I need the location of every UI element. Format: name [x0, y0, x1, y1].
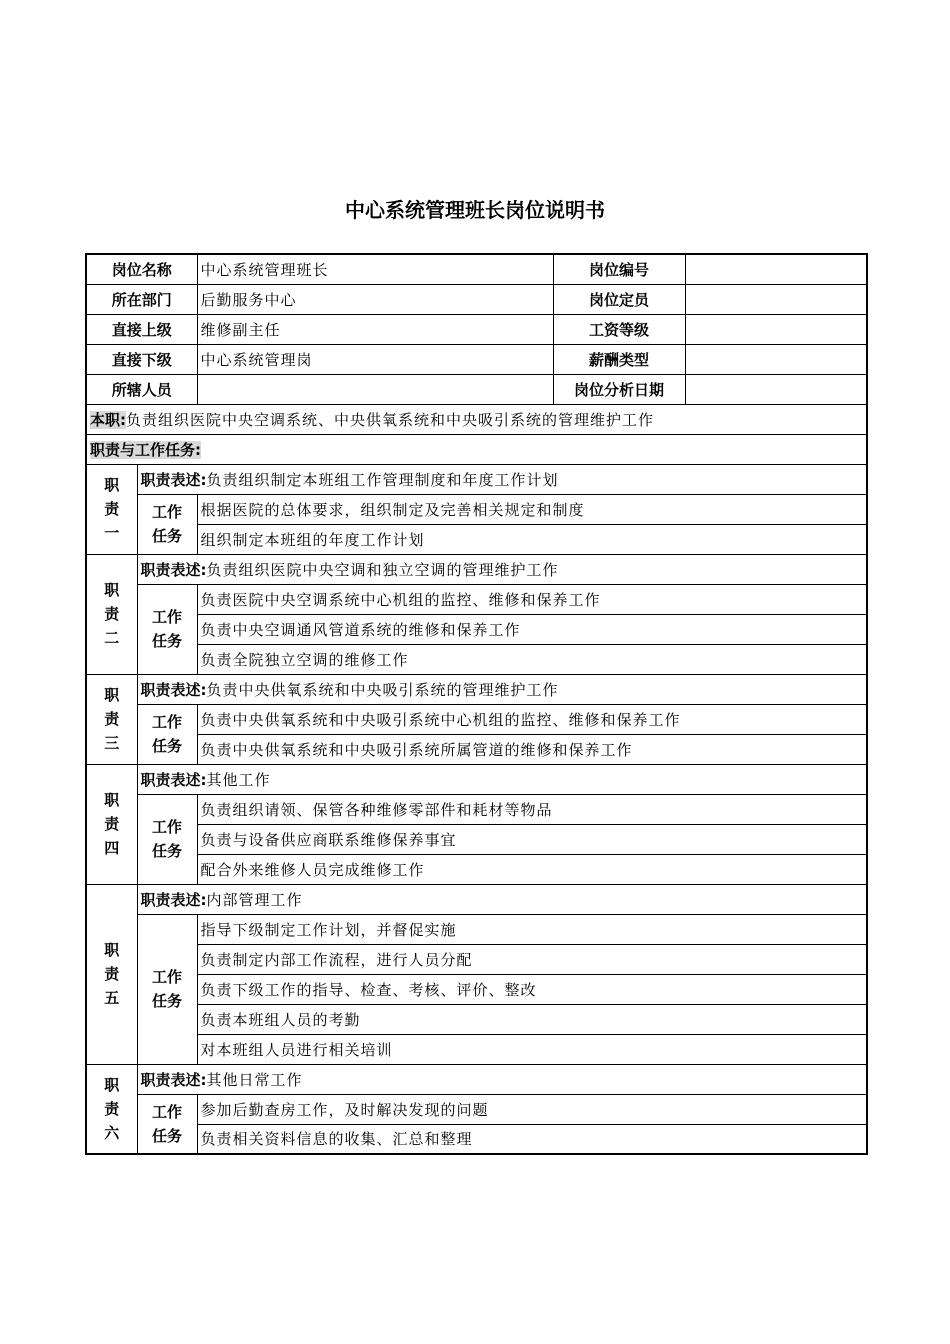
salary-type-label: 薪酬类型: [553, 344, 685, 374]
wage-grade-label: 工资等级: [553, 314, 685, 344]
task-item: 根据医院的总体要求，组织制定及完善相关规定和制度: [197, 494, 867, 524]
subordinate-value: 中心系统管理岗: [197, 344, 553, 374]
subordinate-label: 直接下级: [86, 344, 197, 374]
duty-desc-label: 职责表述:: [140, 770, 207, 789]
duty-summary-text: 负责组织医院中央空调系统、中央供氧系统和中央吸引系统的管理维护工作: [126, 410, 655, 429]
analysis-date-label: 岗位分析日期: [553, 374, 685, 404]
duty-row: [86, 884, 867, 914]
duty-name-text: 职责五: [104, 941, 120, 1007]
duty-name: [86, 884, 137, 1064]
task-label-cell: [137, 794, 197, 884]
duty-desc-cell: [137, 674, 867, 704]
task-row: [86, 1094, 867, 1124]
row-managed: [86, 374, 867, 404]
task-row: [86, 1124, 867, 1154]
duty-desc-cell: [137, 764, 867, 794]
duty-summary-cell: [86, 404, 867, 434]
task-item: 对本班组人员进行相关培训: [197, 1034, 867, 1064]
task-item: 负责与设备供应商联系维修保养事宜: [197, 824, 867, 854]
task-label-cell: [137, 494, 197, 554]
duty-name: [86, 674, 137, 764]
duty-desc-label: 职责表述:: [140, 1070, 207, 1089]
duty-summary-label: 本职:: [90, 410, 126, 429]
duty-desc-label: 职责表述:: [140, 680, 207, 699]
duty-name-text: 职责三: [104, 686, 120, 752]
duty-name-text: 职责一: [104, 476, 120, 542]
duty-desc-text: 其他日常工作: [206, 1070, 303, 1089]
position-no-value: [685, 254, 867, 284]
task-label: 工作任务: [151, 713, 182, 755]
analysis-date-value: [685, 374, 867, 404]
duty-name: [86, 1064, 137, 1154]
position-name-label: 岗位名称: [86, 254, 197, 284]
duties-heading-cell: [86, 434, 867, 464]
duty-desc-cell: [137, 884, 867, 914]
page-title: 中心系统管理班长岗位说明书: [345, 198, 605, 222]
task-row: [86, 524, 867, 554]
task-item: 参加后勤查房工作，及时解决发现的问题: [197, 1094, 867, 1124]
duty-row: [86, 464, 867, 494]
duty-name-text: 职责四: [104, 791, 120, 857]
task-row: [86, 854, 867, 884]
duty-row: [86, 674, 867, 704]
duty-row: [86, 764, 867, 794]
duty-desc-text: 内部管理工作: [206, 890, 303, 909]
row-superior: [86, 314, 867, 344]
duty-desc-cell: [137, 464, 867, 494]
duty-name: [86, 554, 137, 674]
task-label-cell: [137, 914, 197, 1064]
task-item: 负责相关资料信息的收集、汇总和整理: [197, 1124, 867, 1154]
duty-desc-text: 其他工作: [206, 770, 271, 789]
task-item: 组织制定本班组的年度工作计划: [197, 524, 867, 554]
row-position-name: [86, 254, 867, 284]
task-label: 工作任务: [151, 1102, 182, 1145]
task-item: 负责制定内部工作流程，进行人员分配: [197, 944, 867, 974]
duty-desc-cell: [137, 1064, 867, 1094]
task-row: [86, 614, 867, 644]
task-item: 负责下级工作的指导、检查、考核、评价、整改: [197, 974, 867, 1004]
task-label: 工作任务: [151, 608, 182, 650]
task-row: [86, 644, 867, 674]
task-label: 工作任务: [151, 818, 182, 860]
task-item: 负责医院中央空调系统中心机组的监控、维修和保养工作: [197, 584, 867, 614]
task-row: [86, 1034, 867, 1064]
wage-grade-value: [685, 314, 867, 344]
task-row: [86, 974, 867, 1004]
task-row: [86, 734, 867, 764]
dept-label: 所在部门: [86, 284, 197, 314]
position-name-value: 中心系统管理班长: [197, 254, 553, 284]
duty-desc-text: 负责中央供氧系统和中央吸引系统的管理维护工作: [206, 680, 559, 699]
headcount-label: 岗位定员: [553, 284, 685, 314]
task-label-cell: [137, 584, 197, 674]
duty-name: [86, 464, 137, 554]
task-item: 指导下级制定工作计划，并督促实施: [197, 914, 867, 944]
dept-value: 后勤服务中心: [197, 284, 553, 314]
position-no-label: 岗位编号: [553, 254, 685, 284]
managed-value: [197, 374, 553, 404]
task-label: 工作任务: [151, 968, 182, 1010]
salary-type-value: [685, 344, 867, 374]
superior-label: 直接上级: [86, 314, 197, 344]
duty-desc-text: 负责组织制定本班组工作管理制度和年度工作计划: [206, 470, 559, 489]
duties-heading: 职责与工作任务:: [90, 440, 201, 459]
job-description-table: [85, 253, 868, 1155]
duty-row: [86, 1064, 867, 1094]
duty-name: [86, 764, 137, 884]
task-row: [86, 794, 867, 824]
task-row: [86, 1004, 867, 1034]
superior-value: 维修副主任: [197, 314, 553, 344]
duty-name-text: 职责二: [104, 581, 120, 647]
task-label-cell: [137, 704, 197, 764]
headcount-value: [685, 284, 867, 314]
task-item: 负责中央供氧系统和中央吸引系统中心机组的监控、维修和保养工作: [197, 704, 867, 734]
duty-desc-label: 职责表述:: [140, 890, 207, 909]
row-dept: [86, 284, 867, 314]
task-item: 负责全院独立空调的维修工作: [197, 644, 867, 674]
duty-desc-text: 负责组织医院中央空调和独立空调的管理维护工作: [206, 560, 559, 579]
task-row: [86, 584, 867, 614]
task-row: [86, 914, 867, 944]
task-label-cell: [137, 1094, 197, 1154]
duty-desc-label: 职责表述:: [140, 470, 207, 489]
duty-row: [86, 554, 867, 584]
row-duty-summary: [86, 404, 867, 434]
duty-name-text: 职责六: [104, 1075, 120, 1142]
row-subordinate: [86, 344, 867, 374]
task-row: [86, 704, 867, 734]
task-item: 配合外来维修人员完成维修工作: [197, 854, 867, 884]
task-row: [86, 824, 867, 854]
row-duties-heading: [86, 434, 867, 464]
task-row: [86, 944, 867, 974]
task-item: 负责中央空调通风管道系统的维修和保养工作: [197, 614, 867, 644]
task-item: 负责中央供氧系统和中央吸引系统所属管道的维修和保养工作: [197, 734, 867, 764]
managed-label: 所辖人员: [86, 374, 197, 404]
task-label: 工作任务: [151, 503, 182, 545]
duty-desc-cell: [137, 554, 867, 584]
task-item: 负责本班组人员的考勤: [197, 1004, 867, 1034]
task-row: [86, 494, 867, 524]
duty-desc-label: 职责表述:: [140, 560, 207, 579]
task-item: 负责组织请领、保管各种维修零部件和耗材等物品: [197, 794, 867, 824]
